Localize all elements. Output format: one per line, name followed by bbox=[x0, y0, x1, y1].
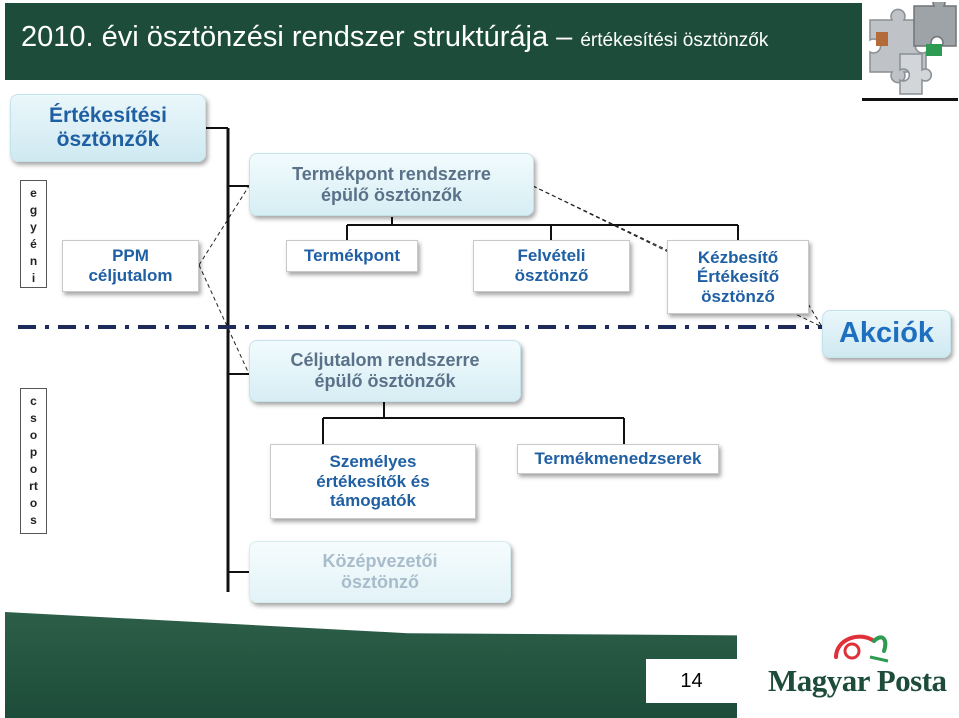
ppm-box: PPM céljutalom bbox=[62, 240, 199, 292]
side-letter: o bbox=[29, 428, 38, 442]
side-letter: s bbox=[30, 513, 37, 527]
page-number: 14 bbox=[646, 659, 737, 703]
celjutalom-system-box: Céljutalom rendszerre épülő ösztönzők bbox=[249, 340, 521, 402]
dashed-link-2 bbox=[199, 265, 249, 374]
side-letter: p bbox=[29, 445, 38, 459]
dashed-link-1 bbox=[199, 186, 249, 265]
side-letter: y bbox=[30, 220, 37, 234]
brand-logo: Magyar Posta bbox=[768, 663, 947, 698]
side-letter: o bbox=[29, 462, 38, 476]
title-main: 2010. évi ösztönzési rendszer struktúrája – bbox=[21, 21, 581, 53]
side-label-group bbox=[20, 388, 47, 534]
side-label-individual bbox=[20, 180, 47, 288]
termekpont-system-box: Termékpont rendszerre épülő ösztönzők bbox=[249, 153, 534, 216]
side-letter: e bbox=[30, 186, 37, 200]
side-letter: o bbox=[29, 496, 38, 510]
side-letter: n bbox=[29, 254, 38, 268]
side-letter: s bbox=[30, 411, 37, 425]
szemelyes-box: Személyes értékesítők és támogatók bbox=[270, 444, 476, 519]
side-letter: rt bbox=[29, 479, 38, 493]
posthorn-icon bbox=[830, 627, 890, 665]
akciok-box: Akciók bbox=[822, 310, 951, 358]
termekpont-box: Termékpont bbox=[286, 240, 418, 272]
kezbesito-box: Kézbesítő Értékesítő ösztönző bbox=[667, 240, 809, 314]
side-letter: g bbox=[29, 203, 38, 217]
side-letter: c bbox=[30, 394, 37, 408]
root-box: Értékesítési ösztönzők bbox=[10, 94, 206, 162]
kozepvezetoi-box: Középvezetői ösztönző bbox=[249, 541, 511, 603]
felveteli-box: Felvételi ösztönző bbox=[473, 240, 630, 292]
termekmenedzserek-box: Termékmenedzserek bbox=[517, 444, 719, 474]
side-letter: é bbox=[30, 237, 37, 251]
side-letter: i bbox=[31, 271, 36, 285]
title-sub: értékesítési ösztönzők bbox=[580, 30, 769, 51]
